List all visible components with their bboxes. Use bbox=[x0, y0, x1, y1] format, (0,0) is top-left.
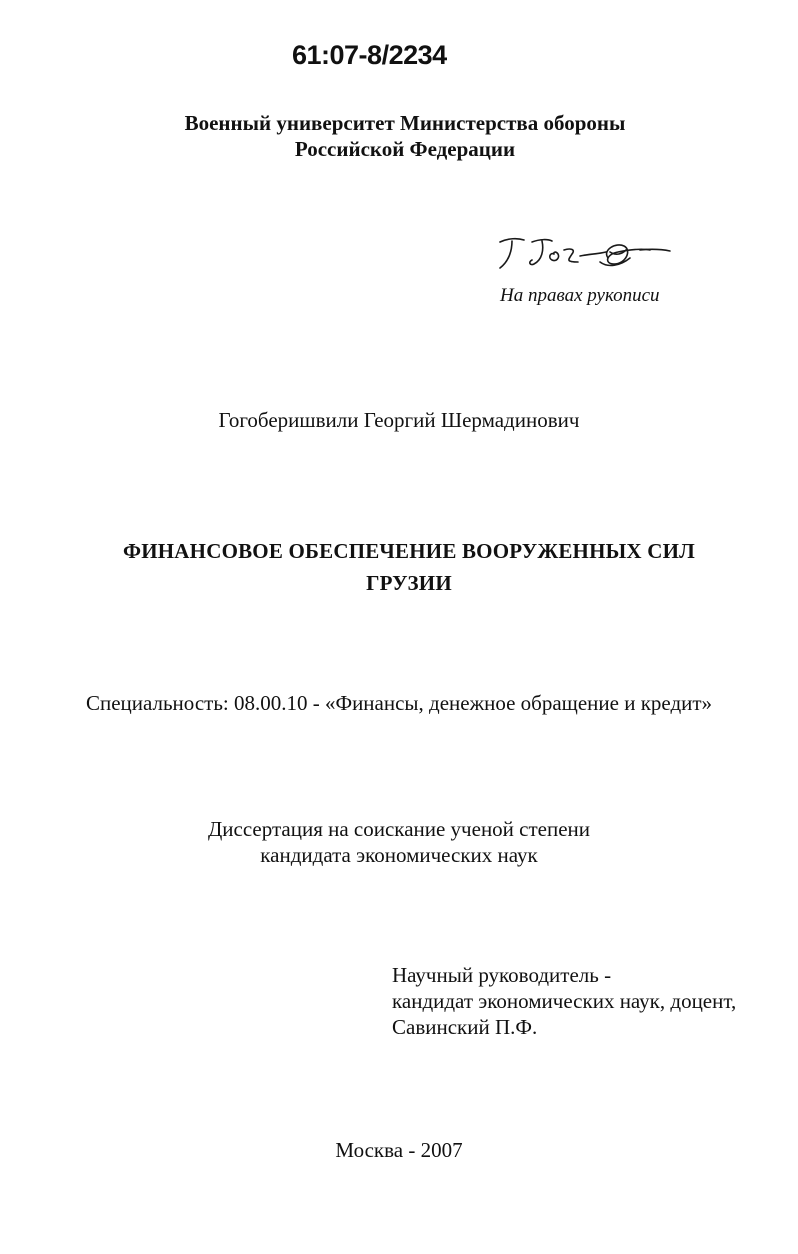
supervisor-line-1: Научный руководитель - bbox=[392, 963, 612, 987]
university-header bbox=[0, 110, 798, 162]
degree-line-2: кандидата экономических наук bbox=[260, 843, 538, 867]
manuscript-note: На правах рукописи bbox=[500, 285, 660, 306]
handwritten-signature bbox=[490, 232, 680, 282]
author-name: Гогоберишвили Георгий Шермадинович bbox=[218, 408, 580, 432]
archive-stamp-number: 61:07-8/2234 bbox=[292, 40, 447, 70]
dissertation-title bbox=[0, 535, 798, 599]
supervisor-line-2: кандидат экономических наук, доцент, bbox=[392, 989, 737, 1013]
supervisor-block bbox=[392, 962, 736, 1040]
city-year: Москва - 2007 bbox=[335, 1138, 463, 1162]
title-line-2: ГРУЗИИ bbox=[366, 571, 452, 595]
supervisor-line-3: Савинский П.Ф. bbox=[392, 1015, 538, 1039]
degree-statement bbox=[0, 816, 798, 868]
university-line-2: Российской Федерации bbox=[294, 137, 516, 161]
university-line-1: Военный университет Министерства обороны bbox=[184, 111, 626, 135]
title-line-1: ФИНАНСОВОЕ ОБЕСПЕЧЕНИЕ ВООРУЖЕННЫХ СИЛ bbox=[123, 539, 695, 563]
degree-line-1: Диссертация на соискание ученой степени bbox=[207, 817, 591, 841]
specialty-line: Специальность: 08.00.10 - «Финансы, денежное обращение и кредит» bbox=[85, 691, 713, 715]
